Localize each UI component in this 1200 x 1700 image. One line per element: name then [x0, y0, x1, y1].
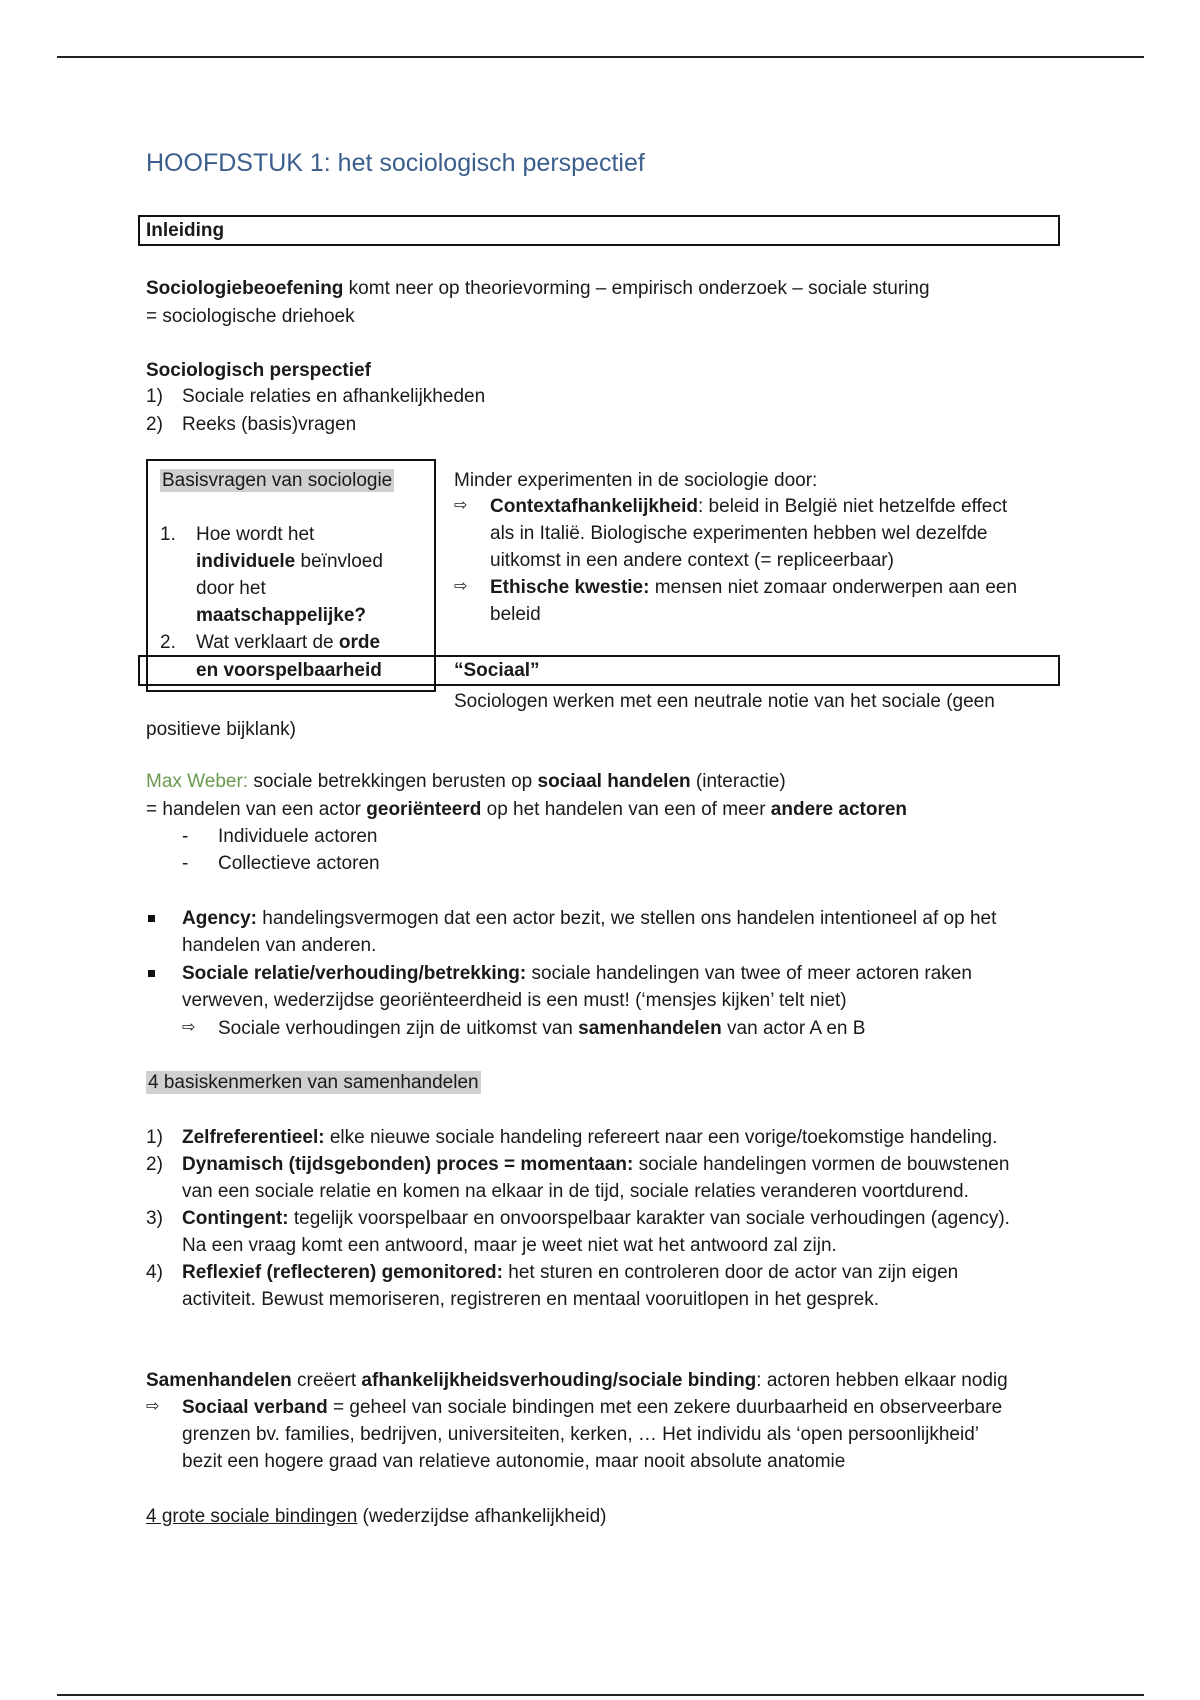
list-number: 1) — [146, 1127, 163, 1148]
kenmerk-line: Na een vraag komt een antwoord, maar je weet niet wat het antwoord zal zijn. — [182, 1235, 837, 1256]
dash-bullet: - — [182, 826, 189, 847]
square-bullet-icon — [148, 915, 155, 922]
arrow-bullet-icon: ⇨ — [182, 1019, 196, 1036]
chapter-title: HOOFDSTUK 1: het sociologisch perspectief — [146, 149, 645, 177]
agency-line: handelen van anderen. — [182, 935, 377, 956]
bold-term: Dynamisch (tijdsgebonden) proces = momentaan: — [182, 1154, 634, 1175]
term-sociologiebeoefening: Sociologiebeoefening — [146, 278, 344, 299]
text: van actor A en B — [721, 1018, 866, 1039]
question-line — [196, 629, 380, 656]
text: (wederzijdse afhankelijkheid) — [357, 1506, 607, 1527]
bold-term: georiënteerd — [366, 799, 482, 820]
text: (interactie) — [690, 771, 786, 792]
list-item-text: Reeks (basis)vragen — [182, 414, 357, 435]
kenmerken-heading — [146, 1069, 481, 1096]
list-number: 2) — [146, 1154, 163, 1175]
text: beïnvloed — [295, 551, 383, 572]
sociaal-line: positieve bijklank) — [146, 719, 296, 740]
heading-perspectief: Sociologisch perspectief — [146, 360, 371, 381]
text: handelingsvermogen dat een actor bezit, we stellen ons handelen intentioneel af op het — [256, 908, 997, 929]
samen-sub — [182, 1394, 1002, 1421]
weber-line — [146, 768, 786, 795]
underlined-heading: 4 grote sociale bindingen — [146, 1506, 358, 1527]
dash-bullet: - — [182, 853, 189, 874]
text: op het handelen van een of meer — [481, 799, 771, 820]
samen-line: bezit een hogere graad van relatieve autonomie, maar nooit absolute anatomie — [182, 1451, 846, 1472]
list-number: 2. — [160, 632, 176, 653]
kenmerk-line: van een sociale relatie en komen na elkaar in de tijd, sociale relaties veranderen voortdurend. — [182, 1181, 969, 1202]
text: sociale betrekkingen berusten op — [248, 771, 538, 792]
bold-term: Ethische kwestie: — [490, 577, 650, 598]
experimenten-line: beleid — [490, 604, 541, 625]
experimenten-item — [490, 493, 1007, 520]
sociaal-line: Sociologen werken met een neutrale notie van het sociale (geen — [454, 691, 995, 712]
arrow-bullet-icon: ⇨ — [146, 1398, 160, 1415]
kenmerk-line: activiteit. Bewust memoriseren, registreren en mentaal vooruitlopen in het gesprek. — [182, 1289, 880, 1310]
text: Wat verklaart de — [196, 632, 339, 653]
highlighted-heading: 4 basiskenmerken van samenhandelen — [148, 1072, 479, 1093]
question-line: maatschappelijke? — [196, 605, 367, 626]
text: sociale handelingen vormen de bouwstenen — [633, 1154, 1010, 1175]
bold-term: orde — [338, 632, 381, 653]
relatie-line: verweven, wederzijdse georiënteerdheid is een must! (‘mensjes kijken’ telt niet) — [182, 990, 847, 1011]
paragraph-line: = sociologische driehoek — [146, 306, 355, 327]
bold-term: individuele — [196, 551, 296, 572]
bold-term: Agency: — [182, 908, 257, 929]
paragraph-text: komt neer op theorievorming – empirisch onderzoek – sociale sturing — [343, 278, 930, 299]
author-name: Max Weber: — [146, 771, 249, 792]
text: : actoren hebben elkaar nodig — [756, 1370, 1008, 1391]
arrow-bullet-icon: ⇨ — [454, 497, 468, 514]
text: tegelijk voorspelbaar en onvoorspelbaar karakter van sociale verhoudingen (agency). — [288, 1208, 1010, 1229]
list-item — [146, 411, 163, 438]
text: elke nieuwe sociale handeling refereert naar een vorige/toekomstige handeling. — [324, 1127, 998, 1148]
heading-sociaal: “Sociaal” — [454, 660, 540, 681]
grote-bindingen-line — [146, 1503, 607, 1530]
list-item-text: Sociale relaties en afhankelijkheden — [182, 386, 486, 407]
bold-term: Sociale relatie/verhouding/betrekking: — [182, 963, 527, 984]
text: creëert — [291, 1370, 362, 1391]
bold-term: samenhandelen — [578, 1018, 722, 1039]
list-item — [146, 383, 163, 410]
experimenten-line: als in Italië. Biologische experimenten hebben wel dezelfde — [490, 523, 988, 544]
basisvragen-heading — [160, 467, 394, 494]
kenmerk-item — [182, 1151, 1009, 1178]
arrow-bullet-icon: ⇨ — [454, 578, 468, 595]
experimenten-item — [490, 574, 1017, 601]
bold-term: andere actoren — [770, 799, 908, 820]
relatie-item — [182, 960, 972, 987]
list-number: 1) — [146, 386, 163, 407]
question-line — [196, 548, 383, 575]
list-number: 2) — [146, 414, 163, 435]
text: sociale handelingen van twee of meer actoren raken — [526, 963, 972, 984]
text: : beleid in België niet hetzelfde effect — [698, 496, 1008, 517]
text: = handelen van een actor — [146, 799, 367, 820]
samen-line — [146, 1367, 1008, 1394]
question-line: Hoe wordt het — [196, 524, 315, 545]
kenmerk-item — [182, 1259, 958, 1286]
section-heading-inleiding: Inleiding — [146, 220, 225, 241]
text: het sturen en controleren door de actor van zijn eigen — [502, 1262, 959, 1283]
section-box-inleiding — [138, 215, 1060, 246]
agency-item — [182, 905, 996, 932]
experimenten-intro: Minder experimenten in de sociologie door: — [454, 470, 818, 491]
bold-term: Samenhandelen — [146, 1370, 292, 1391]
list-number: 1. — [160, 524, 176, 545]
bold-term: sociaal handelen — [537, 771, 691, 792]
highlighted-heading: Basisvragen van sociologie — [162, 470, 393, 491]
square-bullet-icon — [148, 970, 155, 977]
bold-term: Contingent: — [182, 1208, 289, 1229]
list-number: 4) — [146, 1262, 163, 1283]
bold-term: Contextafhankelijkheid — [490, 496, 698, 517]
text: mensen niet zomaar onderwerpen aan een — [649, 577, 1018, 598]
kenmerk-item — [182, 1205, 1010, 1232]
paragraph-sociologiebeoefening — [146, 275, 930, 302]
header-rule — [57, 56, 1144, 58]
bold-term: Reflexief (reflecteren) gemonitored: — [182, 1262, 503, 1283]
bold-term: afhankelijkheidsverhouding/sociale binding — [361, 1370, 757, 1391]
weber-line — [146, 796, 907, 823]
question-line: door het — [196, 578, 266, 599]
question-line: en voorspelbaarheid — [196, 660, 382, 681]
text: Sociale verhoudingen zijn de uitkomst van — [218, 1018, 579, 1039]
text: = geheel van sociale bindingen met een zekere duurbaarheid en observeerbare — [327, 1397, 1003, 1418]
kenmerk-item — [182, 1124, 997, 1151]
bold-term: Sociaal verband — [182, 1397, 328, 1418]
relatie-sub — [218, 1015, 865, 1042]
experimenten-line: uitkomst in een andere context (= repliceerbaar) — [490, 550, 894, 571]
sub-item: Collectieve actoren — [218, 853, 380, 874]
samen-line: grenzen bv. families, bedrijven, universiteiten, kerken, … Het individu als ‘open persoonlijkheid’ — [182, 1424, 980, 1445]
footer-rule — [57, 1694, 1144, 1696]
bold-term: Zelfreferentieel: — [182, 1127, 325, 1148]
list-number: 3) — [146, 1208, 163, 1229]
sub-item: Individuele actoren — [218, 826, 378, 847]
